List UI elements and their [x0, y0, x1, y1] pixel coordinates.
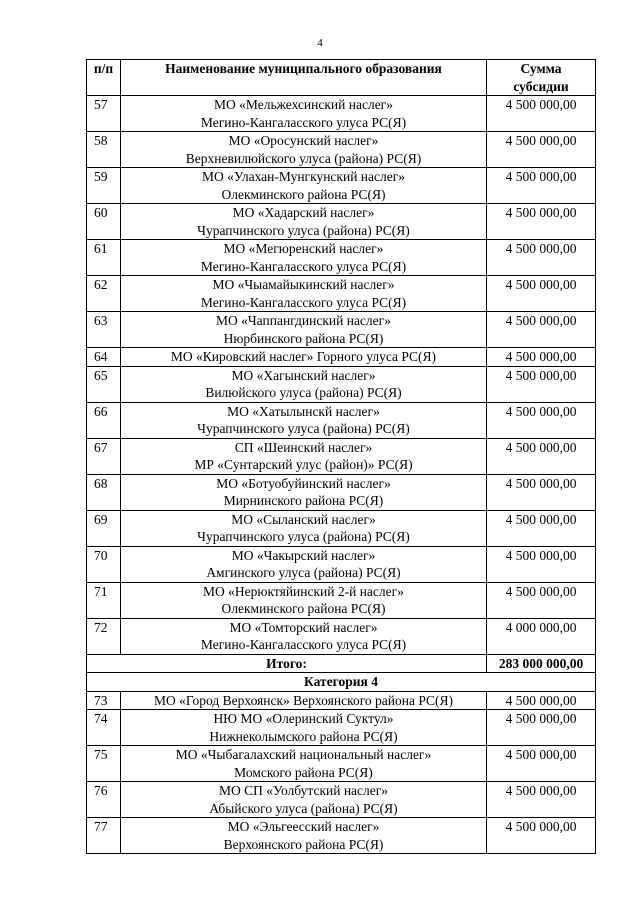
row-number: 59 [87, 168, 121, 204]
row-number: 65 [87, 366, 121, 402]
row-number: 57 [87, 96, 121, 132]
subsidy-amount: 4 500 000,00 [487, 312, 596, 348]
municipality-name [121, 582, 487, 618]
municipality-name-line1: МО «Нерюктяйинский 2-й наслег» [203, 583, 404, 599]
municipality-name [121, 691, 487, 710]
table-row [87, 168, 596, 204]
municipality-name [121, 710, 487, 746]
municipality-name-line1: МО «Хатылынскй наслег» [227, 403, 380, 419]
municipality-name [121, 240, 487, 276]
municipality-name-line2: МР «Сунтарский улус (район)» РС(Я) [194, 457, 413, 472]
municipality-name-line1: МО «Чаппангдинский наслег» [216, 313, 391, 328]
table-row [87, 710, 596, 746]
municipality-name [121, 366, 487, 402]
municipality-name-line2: Абыйского улуса (района) РС(Я) [209, 800, 398, 816]
municipality-name [121, 782, 487, 818]
municipality-name-line1: МО «Мельжехсинский наслег» [214, 97, 393, 112]
subsidy-amount: 4 500 000,00 [487, 818, 596, 854]
subsidy-amount: 4 500 000,00 [487, 132, 596, 168]
municipality-name-line2: Вилюйского улуса (района) РС(Я) [205, 385, 402, 400]
table-row [87, 582, 596, 618]
table-row [87, 438, 596, 474]
row-number: 62 [87, 276, 121, 312]
table-row [87, 510, 596, 546]
municipality-name [121, 276, 487, 312]
table-row [87, 204, 596, 240]
table-row [87, 366, 596, 402]
row-number: 77 [87, 818, 121, 854]
municipality-name-line1: МО «Город Верхоянск» Верхоянского района РС(Я) [153, 692, 454, 708]
subsidy-amount: 4 500 000,00 [487, 204, 596, 240]
row-number: 72 [87, 618, 121, 654]
row-number: 68 [87, 474, 121, 510]
municipality-name-line1: МО «Оросунский наслег» [228, 133, 379, 148]
page-number: 4 [317, 37, 323, 49]
subsidy-amount: 4 500 000,00 [487, 582, 596, 618]
table-row [87, 240, 596, 276]
row-number: 58 [87, 132, 121, 168]
municipality-name [121, 348, 487, 367]
municipality-name-line1: МО «Ботуобуйинский наслег» [216, 475, 391, 491]
municipality-name [121, 312, 487, 348]
row-number: 76 [87, 782, 121, 818]
subsidy-amount: 4 500 000,00 [487, 96, 596, 132]
municipality-name [121, 204, 487, 240]
table-row [87, 276, 596, 312]
municipality-name-line2: Мегино-Кангаласского улуса РС(Я) [200, 114, 407, 130]
table-row [87, 546, 596, 582]
municipality-name-line2: Мегино-Кангаласского улуса РС(Я) [200, 637, 407, 652]
municipality-name-line1: МО «Мегюренский наслег» [223, 241, 384, 256]
row-number: 74 [87, 710, 121, 746]
municipality-name-line2: Мегино-Кангаласского улуса РС(Я) [200, 258, 407, 274]
table-row [87, 402, 596, 438]
municipality-name-line2: Чурапчинского улуса (района) РС(Я) [197, 421, 410, 436]
municipality-name-line1: МО «Улахан-Мунгкунский наслег» [201, 169, 406, 184]
municipality-name-line1: МО «Чыбагалахский национальный наслег» [175, 747, 432, 762]
table-row [87, 312, 596, 348]
subsidy-amount: 4 500 000,00 [487, 710, 596, 746]
municipality-name [121, 618, 487, 654]
subsidy-amount: 4 500 000,00 [487, 691, 596, 710]
municipality-name-line1: МО «Чыамайыкинский наслег» [212, 277, 395, 292]
municipality-name [121, 510, 487, 546]
subsidy-amount: 4 000 000,00 [487, 618, 596, 654]
table-row [87, 746, 596, 782]
municipality-name [121, 132, 487, 168]
subsidy-amount: 4 500 000,00 [487, 402, 596, 438]
subsidy-table [86, 59, 596, 854]
municipality-name-line2: Чурапчинского улуса (района) РС(Я) [197, 529, 410, 544]
subsidy-amount: 4 500 000,00 [487, 438, 596, 474]
municipality-name [121, 168, 487, 204]
municipality-name-line1: МО «Сыланский наслег» [231, 511, 376, 527]
row-number: 63 [87, 312, 121, 348]
municipality-name-line1: МО «Хагынский наслег» [231, 367, 376, 383]
municipality-name-line2: Мегино-Кангаласского улуса РС(Я) [200, 294, 407, 310]
total-row [87, 654, 596, 673]
row-number: 61 [87, 240, 121, 276]
subsidy-amount: 4 500 000,00 [487, 546, 596, 582]
subsidy-amount: 4 500 000,00 [487, 348, 596, 367]
subsidy-amount: 4 500 000,00 [487, 474, 596, 510]
row-number: 70 [87, 546, 121, 582]
row-number: 73 [87, 691, 121, 710]
row-number: 64 [87, 348, 121, 367]
rows-group-b [87, 691, 596, 854]
municipality-name-line1: НЮ МО «Олеринский Суктул» [213, 711, 394, 726]
header-amount-line1: Сумма [520, 61, 562, 76]
municipality-name-line2: Верхневилюйского улуса (района) РС(Я) [185, 150, 422, 166]
municipality-name-line1: МО СП «Уолбутский наслег» [218, 783, 389, 798]
municipality-name-line2: Мирнинского района РС(Я) [223, 493, 384, 508]
table-header-row [87, 60, 596, 96]
table-row [87, 96, 596, 132]
header-amount [487, 60, 596, 96]
rows-group-a [87, 96, 596, 655]
municipality-name-line2: Верхоянского района РС(Я) [223, 836, 384, 852]
municipality-name-line2: Амгинского улуса (района) РС(Я) [206, 565, 401, 580]
category-row [87, 673, 596, 692]
subsidy-amount: 4 500 000,00 [487, 168, 596, 204]
municipality-name-line2: Момского района РС(Я) [234, 764, 373, 780]
municipality-name-line1: МО «Кировский наслег» Горного улуса РС(Я) [170, 349, 437, 364]
municipality-name [121, 438, 487, 474]
row-number: 69 [87, 510, 121, 546]
municipality-name-line2: Олекминского района РС(Я) [221, 601, 386, 616]
table-row [87, 348, 596, 367]
subsidy-amount: 4 500 000,00 [487, 782, 596, 818]
header-name: Наименование муниципального образования [121, 60, 487, 96]
table-row [87, 132, 596, 168]
row-number: 67 [87, 438, 121, 474]
municipality-name [121, 96, 487, 132]
subsidy-amount: 4 500 000,00 [487, 366, 596, 402]
row-number: 60 [87, 204, 121, 240]
municipality-name-line1: МО «Томторский наслег» [229, 619, 378, 635]
subsidy-amount: 4 500 000,00 [487, 276, 596, 312]
municipality-name [121, 746, 487, 782]
table-row [87, 782, 596, 818]
municipality-name [121, 818, 487, 854]
category-label: Категория 4 [87, 673, 596, 692]
municipality-name [121, 474, 487, 510]
municipality-name-line2: Нюрбинского района РС(Я) [223, 330, 384, 346]
total-amount: 283 000 000,00 [487, 654, 596, 673]
municipality-name-line1: МО «Эльгеесский наслег» [227, 819, 380, 834]
municipality-name-line1: МО «Чакырский наслег» [231, 547, 376, 563]
subsidy-amount: 4 500 000,00 [487, 510, 596, 546]
subsidy-amount: 4 500 000,00 [487, 746, 596, 782]
municipality-name [121, 402, 487, 438]
total-label: Итого: [87, 654, 487, 673]
table-row [87, 818, 596, 854]
municipality-name-line2: Чурапчинского улуса (района) РС(Я) [197, 222, 410, 238]
municipality-name-line2: Олекминского района РС(Я) [221, 186, 386, 202]
row-number: 66 [87, 402, 121, 438]
subsidy-amount: 4 500 000,00 [487, 240, 596, 276]
header-amount-line2: субсидии [513, 78, 569, 94]
municipality-name-line1: МО «Хадарский наслег» [232, 205, 375, 220]
header-num: п/п [87, 60, 121, 96]
municipality-name [121, 546, 487, 582]
table-row [87, 691, 596, 710]
municipality-name-line1: СП «Шеинский наслег» [234, 439, 373, 455]
table-row [87, 474, 596, 510]
row-number: 71 [87, 582, 121, 618]
row-number: 75 [87, 746, 121, 782]
municipality-name-line2: Нижнеколымского района РС(Я) [209, 728, 398, 744]
table-row [87, 618, 596, 654]
